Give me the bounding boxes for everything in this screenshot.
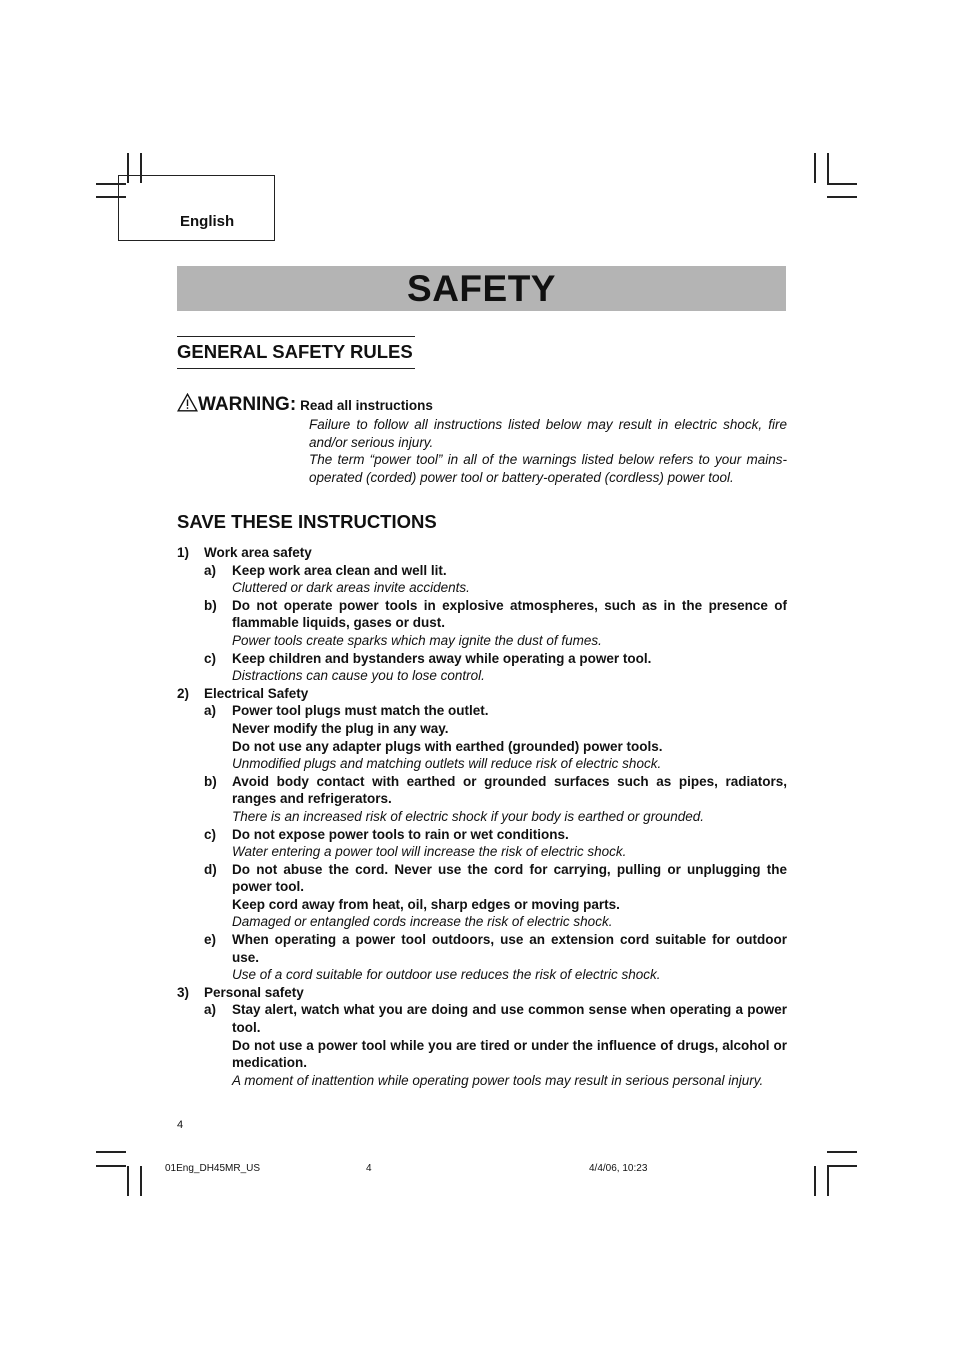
page-title: SAFETY: [407, 267, 556, 309]
warning-triangle-icon: [177, 393, 198, 417]
rule-explanation: There is an increased risk of electric shock if your body is earthed or grounded.: [232, 808, 704, 824]
footer-date: 4/4/06, 10:23: [589, 1163, 648, 1174]
section-heading: [177, 544, 787, 562]
rule-explanation: Distractions can cause you to lose control.: [232, 668, 485, 684]
rule-explanation: Cluttered or dark areas invite accidents.: [232, 580, 470, 596]
rule-instruction: Do not operate power tools in explosive atmospheres, such as in the presence of flammable liquids, gases or dust.: [232, 597, 787, 631]
rule-instruction: Keep cord away from heat, oil, sharp edges or moving parts.: [232, 896, 620, 912]
rule-item: [177, 1001, 787, 1089]
crop-mark: [827, 1151, 857, 1153]
rule-item: [177, 562, 787, 597]
rule-letter: a): [204, 703, 217, 719]
crop-mark: [814, 153, 816, 183]
crop-mark: [827, 153, 829, 183]
rule-item: [177, 702, 787, 772]
crop-mark: [827, 1165, 857, 1167]
crop-mark: [827, 183, 857, 185]
save-instructions-heading: SAVE THESE INSTRUCTIONS: [177, 511, 437, 532]
crop-mark: [814, 1166, 816, 1196]
rule-instruction: Do not expose power tools to rain or wet conditions.: [232, 826, 569, 842]
rule-explanation: Use of a cord suitable for outdoor use reduces the risk of electric shock.: [232, 967, 661, 983]
rule-item: [177, 773, 787, 826]
crop-mark: [96, 1165, 126, 1167]
general-safety-heading: GENERAL SAFETY RULES: [177, 336, 415, 369]
section-heading: [177, 685, 787, 703]
rule-letter: a): [204, 562, 217, 578]
rule-item: [177, 650, 787, 685]
footer-page: 4: [366, 1163, 372, 1174]
crop-mark: [127, 1166, 129, 1196]
rule-explanation: Unmodified plugs and matching outlets will reduce risk of electric shock.: [232, 756, 662, 772]
footer-file: 01Eng_DH45MR_US: [165, 1163, 261, 1174]
language-tab: [118, 175, 275, 241]
rule-letter: b): [204, 597, 217, 613]
section-number: 1): [177, 545, 190, 560]
rule-letter: c): [204, 650, 217, 666]
title-banner: [177, 266, 786, 311]
rule-explanation: Power tools create sparks which may ignite the dust of fumes.: [232, 632, 602, 648]
warning-body: [309, 416, 787, 486]
rule-instruction: When operating a power tool outdoors, use an extension cord suitable for outdoor use.: [232, 932, 787, 965]
section-title: Work area safety: [204, 545, 312, 560]
rule-instruction: Stay alert, watch what you are doing and use common sense when operating a power tool.: [232, 1002, 787, 1036]
rule-letter: a): [204, 1002, 217, 1018]
rule-instruction: Do not use a power tool while you are tired or under the influence of drugs, alcohol or medication.: [232, 1037, 787, 1071]
rule-item: [177, 826, 787, 861]
section-title: Personal safety: [204, 984, 304, 1000]
rule-explanation: A moment of inattention while operating power tools may result in serious personal injury.: [232, 1072, 764, 1088]
page-number: 4: [177, 1119, 184, 1131]
rule-letter: b): [204, 773, 217, 789]
rule-instruction: Avoid body contact with earthed or grounded surfaces such as pipes, radiators, ranges and refrigerators.: [232, 773, 787, 807]
warning-lead: Read all instructions: [300, 398, 433, 413]
section-number: 2): [177, 685, 190, 701]
warning-label: WARNING:: [198, 394, 297, 415]
crop-mark: [96, 1151, 126, 1153]
rule-item: [177, 861, 787, 931]
section-heading: [177, 984, 787, 1002]
rule-instruction: Never modify the plug in any way.: [232, 720, 449, 736]
language-label: English: [180, 213, 235, 230]
rule-explanation: Damaged or entangled cords increase the risk of electric shock.: [232, 914, 613, 930]
warning-paragraph: The term “power tool” in all of the warnings listed below refers to your mains-operated (corded) power tool or battery-operated (cordless) power tool.: [309, 452, 787, 485]
crop-mark: [140, 1166, 142, 1196]
warning-line: [177, 393, 433, 417]
rule-item: [177, 931, 787, 984]
rule-letter: e): [204, 932, 217, 948]
warning-paragraph: Failure to follow all instructions listed below may result in electric shock, fire and/or serious injury.: [309, 417, 787, 450]
rule-explanation: Water entering a power tool will increase the risk of electric shock.: [232, 844, 627, 860]
crop-mark: [827, 196, 857, 198]
rule-instruction: Do not use any adapter plugs with earthed (grounded) power tools.: [232, 738, 663, 754]
rule-instruction: Do not abuse the cord. Never use the cord for carrying, pulling or unplugging the power tool.: [232, 861, 787, 895]
rule-instruction: Keep work area clean and well lit.: [232, 562, 447, 578]
rule-instruction: Keep children and bystanders away while operating a power tool.: [232, 650, 652, 666]
rule-letter: d): [204, 861, 217, 877]
crop-mark: [827, 1166, 829, 1196]
section-title: Electrical Safety: [204, 685, 309, 701]
rule-item: [177, 597, 787, 650]
rule-instruction: Power tool plugs must match the outlet.: [232, 703, 489, 719]
rule-letter: c): [204, 826, 217, 842]
section-number: 3): [177, 984, 190, 1000]
safety-rules-list: [177, 544, 787, 1089]
